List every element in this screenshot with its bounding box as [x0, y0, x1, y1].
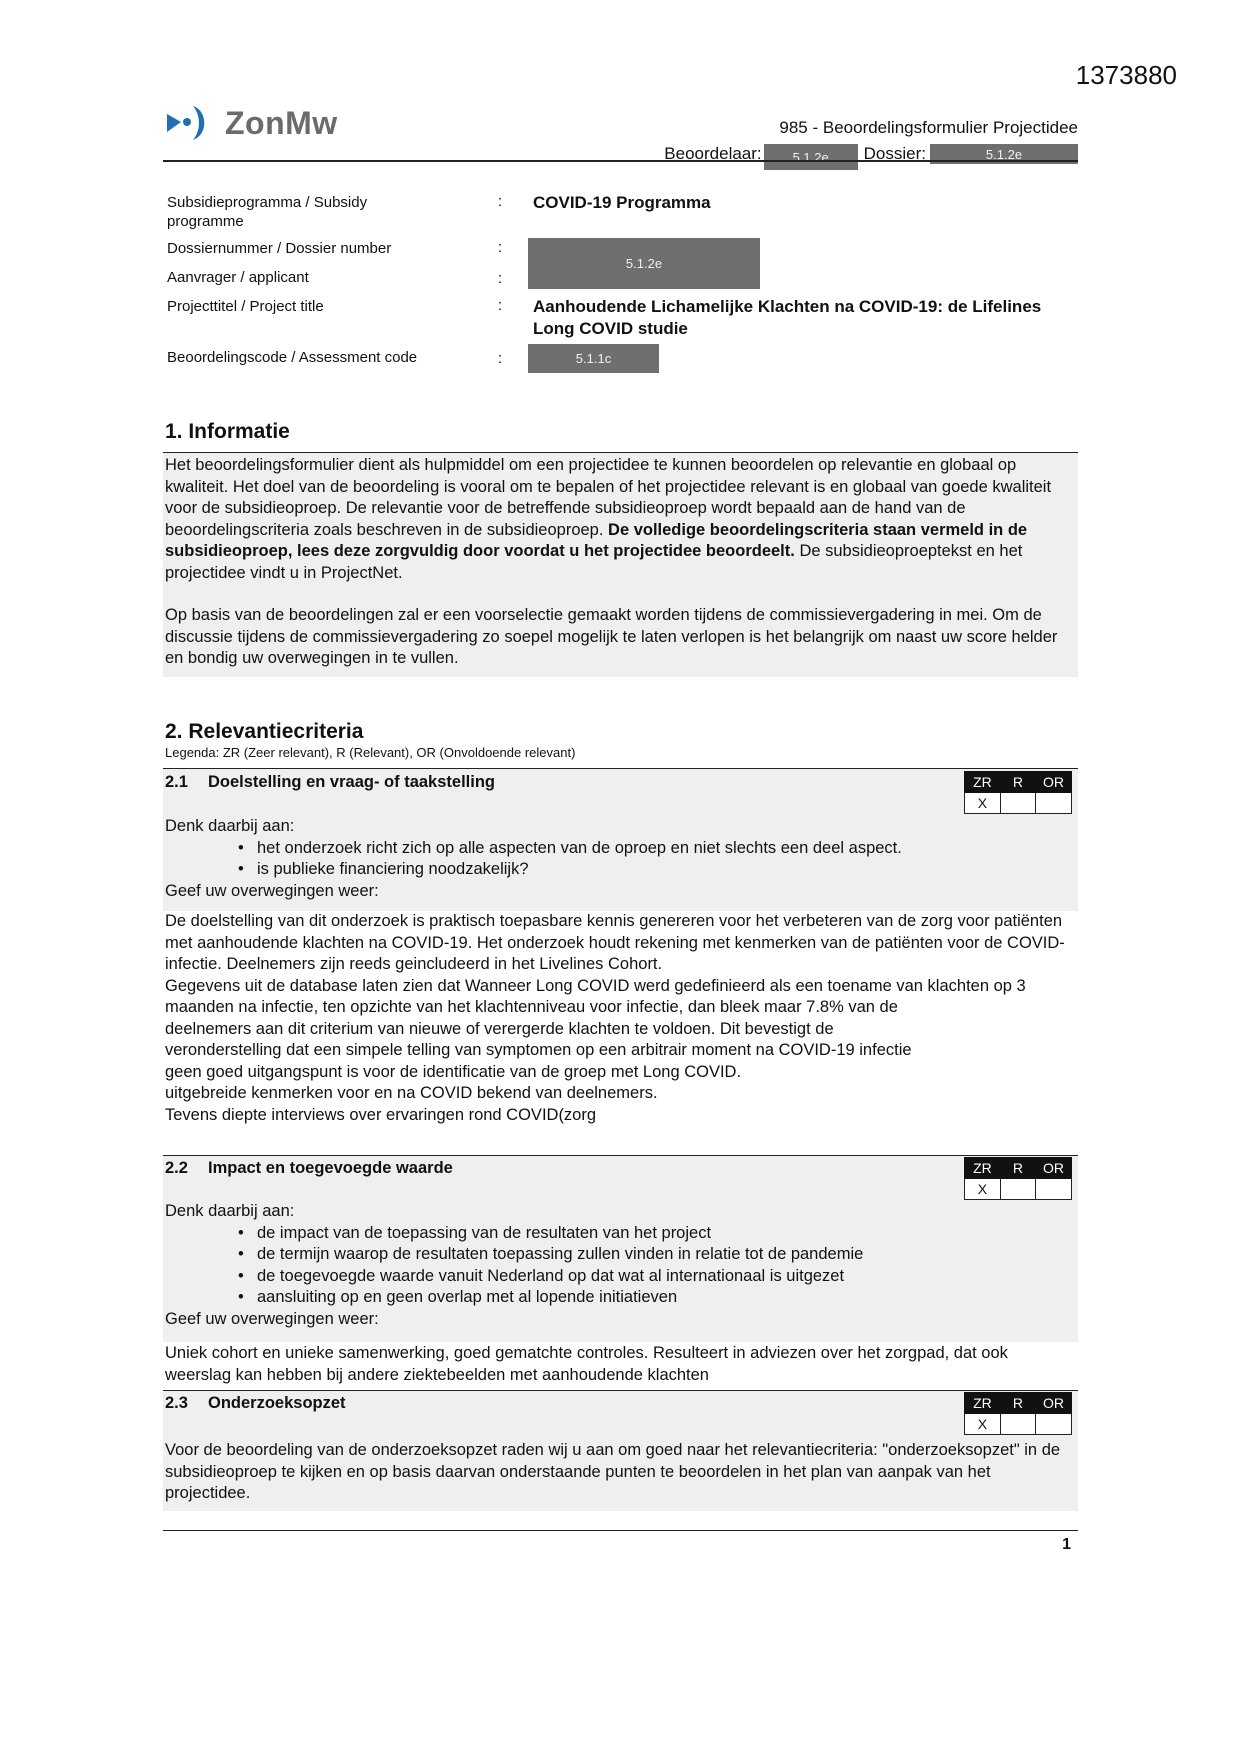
- answer-line: De doelstelling van dit onderzoek is praktisch toepasbare kennis genereren voor het verbeteren van de zorg voor patiënten met aanhoudende klachten na COVID-19. Het onderzoek houdt rekening met kenmerken van de patiënten voor de COVID-infectie. Deelnemers zijn reeds geincludeerd in het Livelines Cohort.: [165, 912, 1065, 973]
- criterion-number: 2.1: [165, 773, 188, 791]
- logo-text: ZonMw: [225, 104, 338, 141]
- score-header-r: R: [1000, 772, 1035, 793]
- guidance-prompt: Geef uw overwegingen weer:: [165, 881, 379, 900]
- criterion-2-2-answer[interactable]: Uniek cohort en unieke samenwerking, goed gematchte controles. Resulteert in adviezen over het zorgpad, dat ook weerslag kan hebben bij andere ziektebeelden met aanhoudende klachten: [165, 1344, 1008, 1384]
- score-header-or: OR: [1036, 1393, 1072, 1414]
- project-title-label: Projecttitel / Project title: [167, 298, 324, 315]
- reviewer-label: Beoordelaar:: [664, 144, 762, 163]
- answer-line: geen goed uitgangspunt is voor de identificatie van de groep met Long COVID.: [165, 1062, 742, 1081]
- criterion-2-3-score: [964, 1392, 1072, 1435]
- criterion-title: Doelstelling en vraag- of taakstelling: [208, 773, 495, 791]
- guidance-item: • de impact van de toepassing van de resultaten van het project: [236, 1223, 1080, 1245]
- score-header-r: R: [1000, 1393, 1035, 1414]
- score-cell-r[interactable]: [1000, 1414, 1035, 1435]
- criterion-number: 2.2: [165, 1159, 188, 1177]
- criterion-2-2-score: [964, 1157, 1072, 1200]
- info-text-bold: De volledige beoordelingscriteria staan vermeld in de subsidieoproep, lees deze zorgvuldig door voordat u het projectidee beoordeelt.: [165, 520, 1028, 560]
- reviewer-redaction: 5.1.2e: [764, 144, 858, 170]
- guidance-list: [165, 1223, 1080, 1309]
- project-title-value: Aanhoudende Lichamelijke Klachten na COVID-19: de Lifelines Long COVID studie: [533, 297, 1042, 338]
- score-header-or: OR: [1036, 1158, 1072, 1179]
- dossier-number-label: Dossiernummer / Dossier number: [167, 240, 392, 257]
- criterion-2-1-score: [964, 771, 1072, 814]
- dossier-label: Dossier:: [863, 144, 926, 163]
- score-header-zr: ZR: [965, 1393, 1001, 1414]
- criterion-2-3-text: Voor de beoordeling van de onderzoeksopzet raden wij u aan om goed naar het relevantiecriteria: "onderzoeksopzet" in de subsidieoproep te kijken en op basis daarvan onderstaande punten te beoordelen in het plan van aanpak van het projectidee.: [165, 1441, 1061, 1502]
- section-1-info-block: [163, 453, 1078, 677]
- score-cell-or[interactable]: [1036, 1179, 1072, 1200]
- score-header-zr: ZR: [965, 1158, 1001, 1179]
- page-number: 1: [1062, 1536, 1071, 1553]
- legend: Legenda: ZR (Zeer relevant), R (Relevant), OR (Onvoldoende relevant): [165, 745, 576, 760]
- section-2-heading: 2. Relevantiecriteria: [165, 720, 364, 743]
- guidance-item: • de termijn waarop de resultaten toepassing zullen vinden in relatie tot de pandemie: [236, 1244, 1080, 1266]
- info-text: Het beoordelingsformulier dient als hulpmiddel om een projectidee te kunnen beoordelen op relevantie en globaal op kwaliteit. Het doel van de beoordeling is vooral om te bepalen of het projectidee relevant is en globaal van goede kwaliteit voor de subsidieoproep. De relevantie voor de betreffende subsidieoproep wordt bepaald aan de hand van de beoordelingscriteria zoals beschreven in de subsidieoproep.: [165, 456, 1052, 539]
- answer-line: Tevens diepte interviews over ervaringen rond COVID(zorg: [165, 1105, 597, 1124]
- score-cell-r[interactable]: [1000, 793, 1035, 814]
- program-value: COVID-19 Programma: [533, 193, 711, 212]
- score-cell-or[interactable]: [1036, 1414, 1072, 1435]
- document-id: 1373880: [1075, 60, 1177, 90]
- score-header-r: R: [1000, 1158, 1035, 1179]
- zonmw-logo: [163, 100, 338, 146]
- dossier-applicant-redaction: 5.1.2e: [528, 238, 760, 289]
- score-header-or: OR: [1036, 772, 1072, 793]
- criterion-title: Impact en toegevoegde waarde: [208, 1159, 453, 1177]
- section-1-paragraph-2: Op basis van de beoordelingen zal er een voorselectie gemaakt worden tijdens de commissievergadering in mei. Om de discussie tijdens de commissievergadering zo soepel mogelijk te laten verlopen is het belangrijk om naast uw score helder en bondig uw overwegingen in te vullen.: [165, 606, 1058, 667]
- guidance-intro: Denk daarbij aan:: [165, 817, 295, 835]
- criterion-2-1-answer[interactable]: [163, 911, 1077, 1126]
- criterion-title: Onderzoeksopzet: [208, 1394, 346, 1412]
- score-cell-zr[interactable]: X: [965, 1179, 1001, 1200]
- guidance-item: • de toegevoegde waarde vanuit Nederland op dat wat al internationaal is uitgezet: [236, 1266, 1080, 1288]
- applicant-label: Aanvrager / applicant: [167, 269, 309, 286]
- score-cell-zr[interactable]: X: [965, 1414, 1001, 1435]
- colon: :: [498, 239, 503, 256]
- answer-line: Gegevens uit de database laten zien dat Wanneer Long COVID werd gedefinieerd als een toename van klachten op 3: [165, 976, 1026, 995]
- criterion-2-1-guidance: [163, 816, 1080, 902]
- footer-rule: [163, 1530, 1078, 1531]
- criterion-2-2-guidance: [163, 1201, 1080, 1330]
- section-1-paragraph-1: [165, 455, 1074, 584]
- answer-line: uitgebreide kenmerken voor en na COVID bekend van deelnemers.: [165, 1084, 658, 1102]
- score-cell-zr[interactable]: X: [965, 793, 1001, 814]
- colon: :: [498, 350, 503, 367]
- colon: :: [498, 193, 503, 210]
- header-reviewer-line: [664, 138, 1078, 170]
- guidance-item: • is publieke financiering noodzakelijk?: [236, 859, 1080, 881]
- guidance-prompt: Geef uw overwegingen weer:: [165, 1309, 379, 1328]
- criterion-number: 2.3: [165, 1394, 188, 1412]
- dossier-redaction: 5.1.2e: [930, 144, 1078, 164]
- header-rule: [163, 160, 1078, 162]
- guidance-item: • het onderzoek richt zich op alle aspecten van de oproep en niet slechts een deel aspect.: [236, 838, 1080, 860]
- score-cell-r[interactable]: [1000, 1179, 1035, 1200]
- answer-line: deelnemers aan dit criterium van nieuwe of verergerde klachten te voldoen. Dit bevestigt de: [165, 1019, 834, 1038]
- form-title: 985 - Beoordelingsformulier Projectidee: [779, 118, 1078, 137]
- answer-line: veronderstelling dat een simpele telling van symptomen op een arbitrair moment na COVID-19 infectie: [165, 1041, 912, 1059]
- guidance-item: • aansluiting op en geen overlap met al lopende initiatieven: [236, 1287, 1080, 1309]
- info-text: De subsidieoproeptekst en het projectidee vindt u in ProjectNet.: [165, 542, 1023, 582]
- guidance-intro: Denk daarbij aan:: [165, 1202, 295, 1220]
- guidance-list: [165, 838, 1080, 881]
- score-cell-or[interactable]: [1036, 793, 1072, 814]
- section-1-heading: 1. Informatie: [165, 420, 290, 443]
- program-label: Subsidieprogramma / Subsidy programme: [167, 194, 368, 230]
- answer-line: maanden na infectie, ten opzichte van het klachtenniveau voor infectie, dan bleek maar 7.8% van de: [165, 998, 898, 1016]
- zonmw-logo-icon: [163, 100, 215, 146]
- score-header-zr: ZR: [965, 772, 1001, 793]
- assessment-code-redaction: 5.1.1c: [528, 344, 659, 373]
- colon: :: [498, 297, 503, 314]
- assessment-code-label: Beoordelingscode / Assessment code: [167, 349, 418, 366]
- colon: :: [498, 270, 503, 287]
